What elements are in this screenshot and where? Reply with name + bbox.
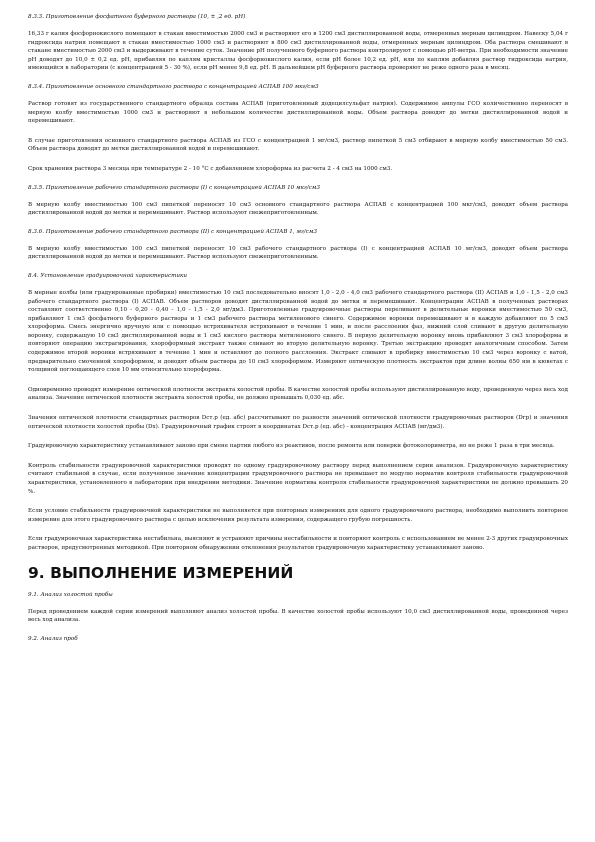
paragraph-working-standard-1: В мерную колбу вместимостью 100 см3 пипеткой переносят 10 см3 основного стандартного раствора АСПАВ с концентрацией 100 мкг/см3, доводят объем раствора дистиллированной водой до метки и перемешивают. Раствор используют свежеприготовленным. (28, 201, 568, 217)
section-heading-8-3-4: 8.3.4. Приготовление основного стандартного раствора с концентрацией АСПАВ 100 мкг/см3 (28, 83, 319, 90)
paragraph-buffer-preparation: 16,33 г калия фосфорнокислого помещают в стакан вместимостью 2000 см3 и растворяют его в 1200 см3 дистиллированной воды, отмеренных мерным цилиндром. Навеску 5,04 г гидроксида натрия помещают в стакан вместимостью 1000 см3 и растворяют в 800 см3 дистиллированной воды, отмеренных мерным цилиндром. Оба раствора смешивают в стакане вместимостью 2000 см3 и выдерживают в течение суток. Значение рН полученного буферного раствора контролируют с помощью рН-метра. При необходимости значение рН доводят до 10,0 ± 0,2 ед. рН, прибавляя по каплям кристаллы фосфорнокислого калия, если рН более 10,2 ед. рН, или по каплям добавляя раствор гидроксида натрия, имеющийся в лаборатории (с концентрацией 5 - 30 %), если рН менее 9,8 ед. рН. В дальнейшем рН буферного раствора проверяют не реже одного раза в месяц. (28, 31, 568, 72)
paragraph-blank-measurement: Одновременно проводят измерение оптической плотности экстракта холостой пробы. В качестве холостой пробы используют дистиллированную воду, проведенную через весь ход анализа. Значение оптической плотности экстракта холостой пробы, не должно превышать 0,030 ед. абс. (28, 386, 568, 402)
paragraph-recalibration: Градуировочную характеристику устанавливают заново при смене партии любого из реактивов, после ремонта или поверки фотоколориметра, но не реже 1 раза в три месяца. (28, 443, 555, 450)
section-heading-8-4: 8.4. Установление градуировочной характеристики (28, 272, 187, 279)
paragraph-stability-repeat: Если условие стабильности градуировочной характеристики не выполняется при повторных измерениях для одного градуировочного раствора, необходимо выполнить повторное измерение для этого градуировочного раствора с целью исключения результата измерения, содержащего грубую погрешность. (28, 508, 568, 523)
section-heading-8-3-3: 8.3.3. Приготовление фосфатного буферного раствора (10, ± ,2 ед. рН) (28, 14, 246, 20)
paragraph-stability-control: Контроль стабильности градуировочной характеристики проводят по одному градуировочному раствору перед выполнением серии анализов. Градуировочную характеристику считают стабильной в случае, если полученное значение концентрации градуировочного раствора не превышает по модулю норматив контроля стабильности градуировочной характеристики, установленного в лаборатории при внедрении методики. Значение норматива контроля стабильности градуировочной характеристики не должно превышать 20 %. (28, 462, 568, 495)
paragraph-main-standard-1: Раствор готовят из государственного стандартного образца состава АСПАВ (приготовленный додецилсульфат натрия). Содержимое ампулы ГСО количественно переносят в мерную колбу вместимостью 1000 см3 и растворяют в небольшом количестве дистиллированной воды. Объем раствора доводят до метки дистиллированной водой и перемешивают. (28, 100, 568, 125)
section-heading-8-3-5: 8.3.5. Приготовление рабочего стандартного раствора (I) с концентрацией АСПАВ 10 мкг/см3 (28, 184, 321, 191)
section-heading-9-2: 9.2. Анализ проб (28, 635, 78, 642)
paragraph-blank-analysis: Перед проведением каждой серии измерений выполняют анализ холостой пробы. В качестве холостой пробы используют 10,0 см3 дистиллированной воды, проведенной через весь ход анализа. (28, 608, 568, 624)
paragraph-working-standard-2: В мерную колбу вместимостью 100 см3 пипеткой переносят 10 см3 рабочего стандартного раствора (I) с концентрацией АСПАВ 10 мг/см3, доводят объем раствора дистиллированной водой до метки и перемешивают. Раствор используют свежеприготовленным. (28, 245, 568, 261)
paragraph-optical-density: Значения оптической плотности стандартных растворов Dст.р (ед. абс) рассчитывают по разности значений оптической плотности градуировочных растворов (Dгр) и значения оптической плотности холостой пробы (Dх). Градуировочный график строят в координатах Dст.р (ед. абс) - концентрация АСПАВ (мг/дм3). (28, 415, 568, 430)
section-heading-8-3-6: 8.3.6. Приготовление рабочего стандартного раствора (II) с концентрацией АСПАВ 1, мг/см3 (28, 228, 318, 235)
paragraph-main-standard-3: Срок хранения раствора 3 месяца при температуре 2 - 10 °С с добавлением хлороформа из расчета 2 - 4 см3 на 1000 см3. (28, 165, 393, 172)
chapter-heading-9: 9. ВЫПОЛНЕНИЕ ИЗМЕРЕНИЙ (28, 563, 294, 582)
paragraph-calibration-procedure: В мерные колбы (или градуированные пробирки) вместимостью 10 см3 последовательно вносят 1,0 - 2,0 - 4,0 см3 рабочего стандартного раствора (II) АСПАВ и 1,0 - 1,5 - 2,0 см3 рабочего стандартного раствора (I) АСПАВ. Объем растворов доводят дистиллированной водой до метки и перемешивают. Концентрации АСПАВ в полученных растворах составляют соответственно 0,10 - 0,20 - 0,40 - 1,0 - 1,5 - 2,0 мг/дм3. Приготовленные градуировочные растворы переливают в делительные воронки вместимостью 50 см3, прибавляют 1 см3 фосфатного буферного раствора и 1 см3 рабочего раствора метиленового синего. Содержимое воронки перемешивают и в каждую добавляют по 5 см3 хлороформа. Смесь энергично вручную или с помощью встряхивателя встряхивают в течение 1 мин, и после расслоения фаз, нижний слой сливают в другую делительную воронку, содержащую 10 см3 дистиллированной воды и 1 см3 кислого раствора метиленового синего. В первую делительную воронку вновь прибавляют 3 см3 хлороформа и повторяют операцию экстрагирования, хлороформный экстракт также сливают во вторую делительную воронку. Третью экстракцию проводят аналогичным способом. Затем содержимое второй воронки встряхивают в течение 1 мин и оставляют до полного расслоения. Экстракт сливают в пробирку вместимостью 10 см3 через воронку с ватой, предварительно смоченной хлороформом, и доводят объем раствора до 10 см3 хлороформом. Измеряют оптическую плотность экстрактов при длине волны 650 нм в кюветах с толщиной поглощающего слоя 10 мм относительно хлороформа. (28, 289, 568, 374)
section-heading-9-1: 9.1. Анализ холостой пробы (28, 591, 113, 598)
paragraph-main-standard-2: В случае приготовления основного стандартного раствора АСПАВ из ГСО с концентрацией 1 мг/см3, раствор пипеткой 5 см3 отбирают в мерную колбу вместимостью 50 см3. Объем раствора доводят до метки дистиллированной водой и перемешивают. (28, 137, 568, 153)
document-page (28, 14, 568, 652)
paragraph-instability: Если градуировочная характеристика нестабильна, выясняют и устраняют причины нестабильности и повторяют контроль с использованием не менее 2-3 других градуировочных растворов, предусмотренных методикой. При повторном обнаружении отклонения результатов градуировочную характеристику устанавливают заново. (28, 536, 568, 551)
